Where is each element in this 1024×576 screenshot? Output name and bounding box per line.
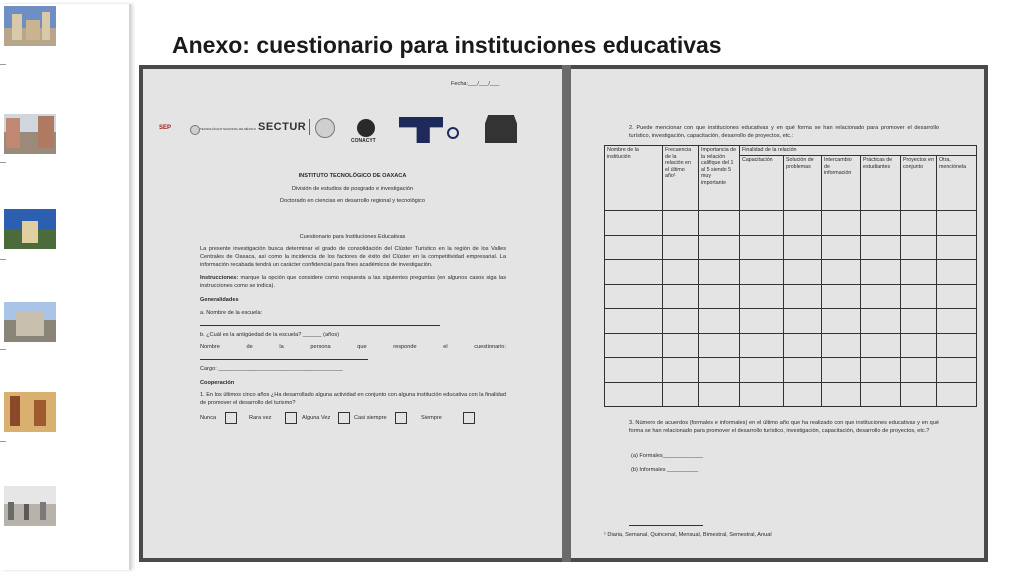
table-cell[interactable] (822, 382, 861, 407)
checkbox-siempre[interactable] (463, 412, 475, 424)
formales-field: (a) Formales_____________ (631, 453, 704, 459)
respondent-word: que (357, 344, 367, 350)
coat-of-arms-icon (315, 118, 335, 138)
table-cell[interactable] (605, 235, 663, 260)
table-cell[interactable] (784, 284, 822, 309)
conacyt-logo-text: CONACYT (351, 138, 376, 144)
divider (0, 64, 6, 65)
table-cell[interactable] (699, 382, 740, 407)
table-cell[interactable] (861, 382, 901, 407)
division-name: División de estudios de posgrado e investigación (292, 186, 413, 192)
table-cell[interactable] (605, 309, 663, 334)
header-institution: Nombre de la institución (605, 146, 663, 211)
respondent-word: cuestionario: (474, 344, 506, 350)
table-cell[interactable] (937, 235, 977, 260)
divider (0, 441, 6, 442)
table-cell[interactable] (784, 333, 822, 358)
footnote-separator (629, 525, 703, 526)
table-cell[interactable] (822, 260, 861, 285)
section-cooperacion: Cooperación (200, 380, 235, 386)
table-cell[interactable] (663, 260, 699, 285)
header-frequency: Frecuencia de la relación en el último año¹ (663, 146, 699, 211)
divider (0, 162, 6, 163)
table-cell[interactable] (822, 235, 861, 260)
header-purpose: Finalidad de la relación (740, 146, 977, 156)
table-cell[interactable] (822, 284, 861, 309)
checkbox-casi-siempre[interactable] (395, 412, 407, 424)
table-cell[interactable] (937, 358, 977, 383)
table-cell[interactable] (740, 358, 784, 383)
institutions-table (604, 145, 977, 407)
table-row (605, 284, 977, 309)
table-cell[interactable] (699, 309, 740, 334)
table-cell[interactable] (699, 333, 740, 358)
question-2: 2. Puede mencionar con que instituciones educativas y en qué forma se han relacionado para promover el desarrollo turístico, investigación, capacitación, desarrollo de proyectos, etc.: (629, 125, 939, 139)
table-cell[interactable] (663, 333, 699, 358)
table-cell[interactable] (901, 284, 937, 309)
table-cell[interactable] (784, 358, 822, 383)
thumbnail-cathedral[interactable] (4, 6, 56, 46)
table-row (605, 382, 977, 407)
instructions-label: Instrucciones: (200, 275, 239, 281)
table-row (605, 260, 977, 285)
table-cell[interactable] (861, 284, 901, 309)
table-cell[interactable] (740, 333, 784, 358)
table-cell[interactable] (784, 260, 822, 285)
table-cell[interactable] (740, 309, 784, 334)
table-cell[interactable] (605, 333, 663, 358)
respondent-question (200, 343, 506, 351)
slide-title: Anexo: cuestionario para instituciones educativas (172, 32, 722, 58)
thumbnail-church-blue-sky[interactable] (4, 209, 56, 249)
header-proyectos: Proyectos en conjunto (901, 156, 937, 211)
questionnaire-page-2 (571, 69, 984, 558)
sectur-logo: SECTUR (258, 121, 307, 133)
document-frame (139, 65, 988, 562)
table-cell[interactable] (861, 333, 901, 358)
table-header-row (605, 146, 977, 156)
table-cell[interactable] (861, 309, 901, 334)
option-label-casi-siempre: Casi siempre (354, 415, 387, 421)
table-cell[interactable] (937, 284, 977, 309)
respondent-word: el (443, 344, 448, 350)
respondent-word: la (279, 344, 284, 350)
table-cell[interactable] (822, 358, 861, 383)
tecnm-logo-text: TECNOLÓGICO NACIONAL DE MÉXICO (200, 127, 256, 131)
respondent-word: Nombre (200, 344, 220, 350)
instructions-text: marque la opción que considere como respuesta a las siguientes preguntas (en algunos casos siga las instrucciones como se indica). (200, 275, 506, 289)
option-label-siempre: Siempre (421, 415, 442, 421)
question-a: a. Nombre de la escuela: (200, 310, 263, 316)
header-solucion: Solución de problemas (784, 156, 822, 211)
divider (309, 119, 310, 135)
header-capacitacion: Capacitación (740, 156, 784, 211)
checkbox-alguna-vez[interactable] (338, 412, 350, 424)
table-cell[interactable] (861, 211, 901, 236)
footnote: ¹ Diaria, Semanal, Quincenal, Mensual, Bimestral, Semestral, Anual (604, 532, 772, 538)
table-row (605, 333, 977, 358)
header-importance: Importancia de la relación califique del 1 al 5 siendo 5 muy importante (699, 146, 740, 211)
page-gutter (562, 65, 571, 562)
table-row (605, 309, 977, 334)
table-cell[interactable] (937, 211, 977, 236)
table-cell[interactable] (699, 358, 740, 383)
table-cell[interactable] (740, 382, 784, 407)
table-cell[interactable] (699, 284, 740, 309)
table-cell[interactable] (822, 211, 861, 236)
table-cell[interactable] (901, 358, 937, 383)
header-otra: Otra, menciónela (937, 156, 977, 211)
divider (0, 259, 6, 260)
table-cell[interactable] (901, 309, 937, 334)
table-body (605, 211, 977, 407)
table-cell[interactable] (861, 235, 901, 260)
table-cell[interactable] (663, 235, 699, 260)
table-cell[interactable] (605, 382, 663, 407)
option-label-nunca: Nunca (200, 415, 217, 421)
table-cell[interactable] (605, 358, 663, 383)
table-row (605, 358, 977, 383)
institute-name: INSTITUTO TECNOLÓGICO DE OAXACA (298, 173, 407, 179)
respondent-word: de (246, 344, 253, 350)
table-cell[interactable] (784, 235, 822, 260)
table-cell[interactable] (901, 260, 937, 285)
table-cell[interactable] (663, 284, 699, 309)
questionnaire-page-1 (143, 69, 562, 558)
seal-icon (190, 125, 200, 135)
question-1: 1. En los últimos cinco años ¿Ha desarrollado alguna actividad en conjunto con alguna institución educativa con la finalidad de promover el desarrollo del turismo? (200, 392, 506, 406)
thumbnail-interior[interactable] (4, 392, 56, 432)
table-cell[interactable] (784, 382, 822, 407)
table-cell[interactable] (663, 309, 699, 334)
question-3: 3. Número de acuerdos (formales e informales) en el último año que ha realizado con que instituciones educativas y en qué forma se han relacionado para promover el desarrollo turístico, investigación, capacitación, desarrollo de proyectos, etc.? (629, 420, 939, 434)
thumbnail-strip (0, 4, 131, 570)
informales-field: (b) Informales __________ (631, 467, 699, 473)
cargo-field: Cargo: ________________________________________ (200, 366, 343, 372)
thumbnail-plaza[interactable] (4, 302, 56, 342)
option-label-rara-vez: Rara vez (249, 415, 272, 421)
gear-icon (447, 127, 459, 139)
table-cell[interactable] (605, 284, 663, 309)
table-cell[interactable] (740, 235, 784, 260)
divider (0, 349, 6, 350)
answer-line-school[interactable] (200, 325, 440, 326)
header-intercambio: Intercambio de información (822, 156, 861, 211)
table-cell[interactable] (937, 333, 977, 358)
table-cell[interactable] (937, 260, 977, 285)
table-cell[interactable] (901, 211, 937, 236)
table-cell[interactable] (901, 333, 937, 358)
conacyt-icon (357, 119, 375, 137)
thumbnail-pedestrian-street[interactable] (4, 486, 56, 526)
table-cell[interactable] (784, 211, 822, 236)
table-cell[interactable] (861, 358, 901, 383)
checkbox-nunca[interactable] (225, 412, 237, 424)
respondent-word: responde (393, 344, 417, 350)
table-cell[interactable] (901, 382, 937, 407)
doctorate-crest-icon (485, 115, 517, 143)
table-cell[interactable] (699, 211, 740, 236)
table-cell[interactable] (937, 382, 977, 407)
thumbnail-street[interactable] (4, 114, 56, 154)
table-row (605, 211, 977, 236)
form-title: Cuestionario para Instituciones Educativas (299, 234, 406, 240)
table-cell[interactable] (901, 235, 937, 260)
table-cell[interactable] (740, 211, 784, 236)
option-label-alguna-vez: Alguna Vez (302, 415, 331, 421)
table-cell[interactable] (605, 211, 663, 236)
question-b: b. ¿Cuál es la antigüedad de la escuela? ______ (años) (200, 332, 340, 338)
section-generalidades: Generalidades (200, 297, 239, 303)
table-cell[interactable] (822, 309, 861, 334)
header-practicas: Prácticas de estudiantes (861, 156, 901, 211)
sep-logo: SEP (159, 125, 172, 131)
doctorate-name: Doctorado en ciencias en desarrollo regional y tecnológico (280, 198, 425, 204)
table-cell[interactable] (663, 382, 699, 407)
table-cell[interactable] (740, 260, 784, 285)
table-cell[interactable] (663, 211, 699, 236)
table-row (605, 235, 977, 260)
tecnologico-logo-icon (399, 117, 443, 143)
answer-line-respondent[interactable] (200, 359, 368, 360)
checkbox-rara-vez[interactable] (285, 412, 297, 424)
respondent-word: persona (310, 344, 331, 350)
table-cell[interactable] (699, 235, 740, 260)
table-cell[interactable] (822, 333, 861, 358)
table-cell[interactable] (699, 260, 740, 285)
table-cell[interactable] (861, 260, 901, 285)
table-cell[interactable] (663, 358, 699, 383)
table-cell[interactable] (740, 284, 784, 309)
table-cell[interactable] (937, 309, 977, 334)
intro-paragraph: La presente investigación busca determinar el grado de consolidación del Clúster Turístico en la región de los Valles Centrales de Oaxaca, así como la incidencia de los factores de éxito del Clúster en la competitividad empresarial. La información recabada tendrá un carácter confidencial para fines académicos de investigación. (200, 246, 506, 268)
table-cell[interactable] (784, 309, 822, 334)
table-cell[interactable] (605, 260, 663, 285)
date-field: Fecha:___/___/___ (451, 81, 500, 87)
instructions-paragraph (200, 274, 506, 290)
